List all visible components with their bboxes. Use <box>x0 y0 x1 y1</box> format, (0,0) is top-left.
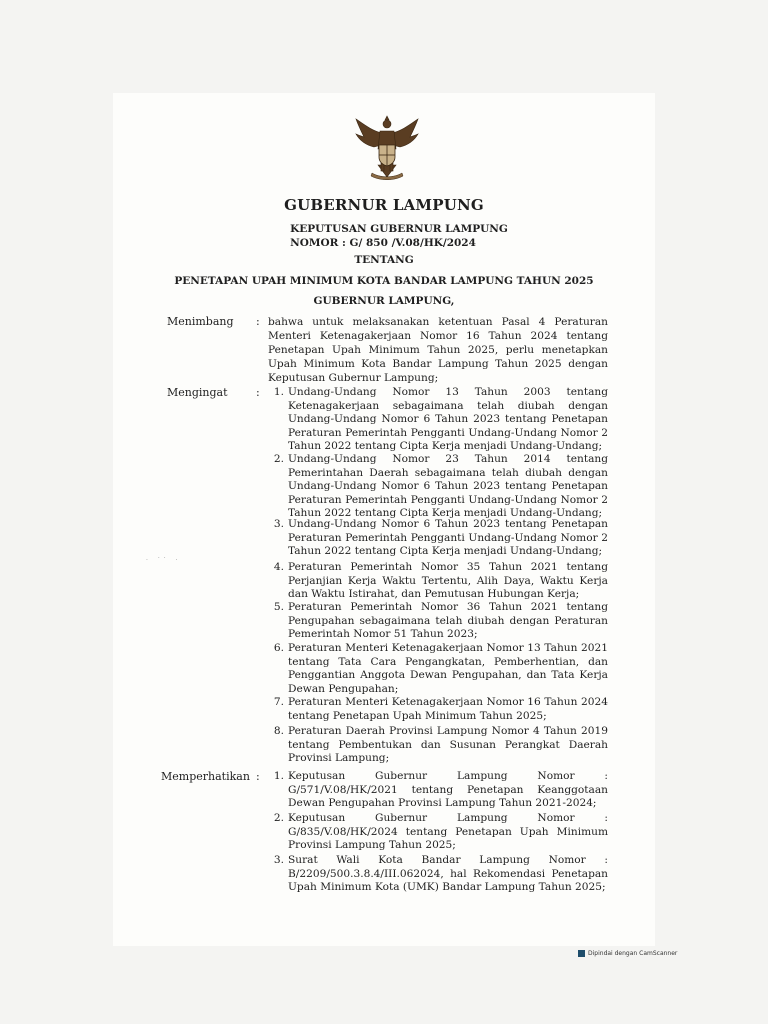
item-number: 1. <box>273 770 284 782</box>
menimbang-label: Menimbang <box>167 315 234 328</box>
item-number: 3. <box>273 518 284 530</box>
item-text: Undang-Undang Nomor 13 Tahun 2003 tentang Ketenagakerjaan sebagaimana telah diubah dengan Undang-Undang Nomor 6 Tahun 2023 tentang Penetapan Peraturan Pemerintah Pengganti Undang-Undang Nomor 2 Tahun 2022 tentang Cipta Kerja menjadi Undang-Undang; <box>288 386 608 453</box>
item-number: 6. <box>273 642 284 654</box>
menimbang-colon: : <box>256 315 260 328</box>
item-number: 7. <box>273 696 284 708</box>
item-number: 2. <box>273 812 284 824</box>
decree-title: KEPUTUSAN GUBERNUR LAMPUNG <box>290 223 508 235</box>
governor-title: GUBERNUR LAMPUNG <box>284 196 484 214</box>
scan-artifact: . ·· . <box>146 555 182 562</box>
item-text: Keputusan Gubernur Lampung Nomor : G/571/V.08/HK/2021 tentang Penetapan Keanggotaan Dewan Pengupahan Provinsi Lampung Tahun 2021-2024; <box>288 770 608 810</box>
mengingat-colon: : <box>256 386 260 399</box>
mengingat-label: Mengingat <box>167 386 228 399</box>
item-number: 3. <box>273 854 284 866</box>
item-text: Undang-Undang Nomor 23 Tahun 2014 tentang Pemerintahan Daerah sebagaimana telah diubah dengan Undang-Undang Nomor 6 Tahun 2023 tentang Penetapan Peraturan Pemerintah Pengganti Undang-Undang Nomor 2 Tahun 2022 tentang Cipta Kerja menjadi Undang-Undang; <box>288 453 608 520</box>
item-number: 4. <box>273 561 284 573</box>
item-text: Peraturan Pemerintah Nomor 35 Tahun 2021 tentang Perjanjian Kerja Waktu Tertentu, Alih Daya, Waktu Kerja dan Waktu Istirahat, dan Pemutusan Hubungan Kerja; <box>288 561 608 601</box>
scanner-note: Dipindai dengan CamScanner <box>588 950 678 957</box>
decree-number: NOMOR : G/ 850 /V.08/HK/2024 <box>290 237 476 249</box>
item-text: Keputusan Gubernur Lampung Nomor : G/835/V.08/HK/2024 tentang Penetapan Upah Minimum Provinsi Lampung Tahun 2025; <box>288 812 608 852</box>
item-text: Peraturan Menteri Ketenagakerjaan Nomor 13 Tahun 2021 tentang Tata Cara Pengangkatan, Pemberhentian, dan Penggantian Anggota Dewan Pengupahan, dan Tata Kerja Dewan Pengupahan; <box>288 642 608 695</box>
memperhatikan-colon: : <box>256 770 260 783</box>
scanner-watermark <box>578 950 677 957</box>
item-text: Undang-Undang Nomor 6 Tahun 2023 tentang Penetapan Peraturan Pemerintah Pengganti Undang-Undang Nomor 2 Tahun 2022 tentang Cipta Kerja menjadi Undang-Undang; <box>288 518 608 558</box>
memperhatikan-label: Memperhatikan <box>161 770 250 783</box>
item-text: Peraturan Pemerintah Nomor 36 Tahun 2021 tentang Pengupahan sebagaimana telah diubah dengan Peraturan Pemerintah Nomor 51 Tahun 2023; <box>288 601 608 641</box>
about-heading: TENTANG <box>354 254 414 266</box>
item-text: Peraturan Menteri Ketenagakerjaan Nomor 16 Tahun 2024 tentang Penetapan Upah Minimum Tahun 2025; <box>288 696 608 722</box>
issuer-heading: GUBERNUR LAMPUNG, <box>313 295 455 307</box>
decree-heading <box>0 222 768 250</box>
item-number: 2. <box>273 453 284 465</box>
menimbang-text: bahwa untuk melaksanakan ketentuan Pasal 4 Peraturan Menteri Ketenagakerjaan Nomor 16 Tahun 2024 tentang Penetapan Upah Minimum Tahun 2025, perlu menetapkan Upah Minimum Kota Bandar Lampung Tahun 2025 dengan Keputusan Gubernur Lampung; <box>268 316 608 384</box>
item-text: Surat Wali Kota Bandar Lampung Nomor : B/2209/500.3.8.4/III.062024, hal Rekomendasi Penetapan Upah Minimum Kota (UMK) Bandar Lampung Tahun 2025; <box>288 854 608 894</box>
item-text: Peraturan Daerah Provinsi Lampung Nomor 4 Tahun 2019 tentang Pembentukan dan Susunan Perangkat Daerah Provinsi Lampung; <box>288 725 608 765</box>
camscanner-logo-icon <box>578 950 585 957</box>
garuda-emblem-icon <box>352 115 422 185</box>
item-number: 8. <box>273 725 284 737</box>
decree-subject: PENETAPAN UPAH MINIMUM KOTA BANDAR LAMPUNG TAHUN 2025 <box>174 275 594 287</box>
item-number: 5. <box>273 601 284 613</box>
item-number: 1. <box>273 386 284 398</box>
